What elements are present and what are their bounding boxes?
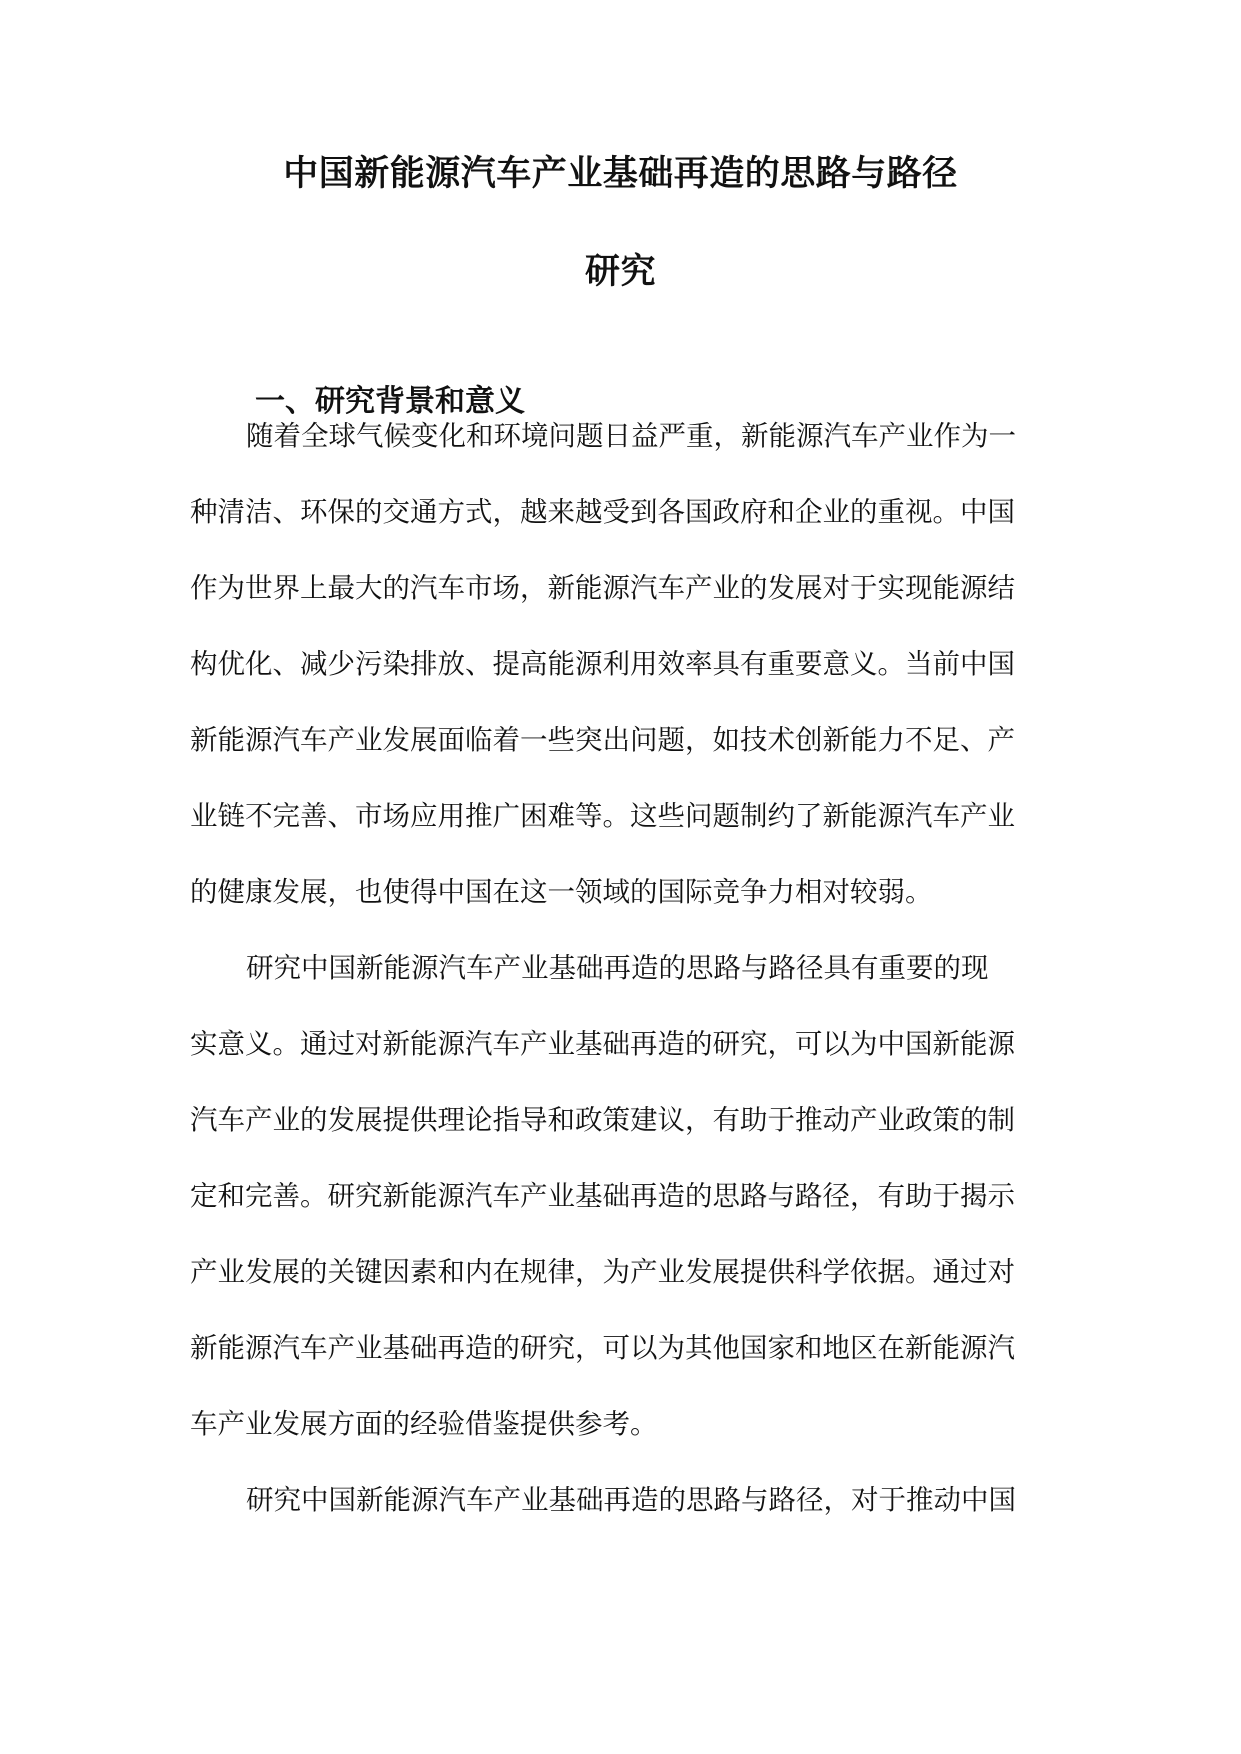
paragraph-1 xyxy=(190,398,1052,930)
paragraph-2 xyxy=(190,930,1052,1462)
paragraph-line: 研究中国新能源汽车产业基础再造的思路与路径，对于推动中国 xyxy=(246,1484,1016,1516)
paragraph-line: 的健康发展，也使得中国在这一领域的国际竞争力相对较弱。 xyxy=(190,876,933,908)
paragraph-line: 实意义。通过对新能源汽车产业基础再造的研究，可以为中国新能源 xyxy=(190,1028,1015,1060)
paragraph-line: 随着全球气候变化和环境问题日益严重，新能源汽车产业作为一 xyxy=(246,420,1016,452)
paragraph-line: 业链不完善、市场应用推广困难等。这些问题制约了新能源汽车产业 xyxy=(190,800,1015,832)
paragraph-3 xyxy=(190,1462,1052,1538)
paragraph-line: 新能源汽车产业基础再造的研究，可以为其他国家和地区在新能源汽 xyxy=(190,1332,1015,1364)
paragraph-line: 研究中国新能源汽车产业基础再造的思路与路径具有重要的现 xyxy=(246,952,989,984)
paragraph-line: 构优化、减少污染排放、提高能源利用效率具有重要意义。当前中国 xyxy=(190,648,1015,680)
paragraph-line: 产业发展的关键因素和内在规律，为产业发展提供科学依据。通过对 xyxy=(190,1256,1015,1288)
paragraph-line: 汽车产业的发展提供理论指导和政策建议，有助于推动产业政策的制 xyxy=(190,1104,1015,1136)
document-title-line-1: 中国新能源汽车产业基础再造的思路与路径 xyxy=(283,153,958,194)
paragraph-line: 新能源汽车产业发展面临着一些突出问题，如技术创新能力不足、产 xyxy=(190,724,1015,756)
document-title-line-2: 研究 xyxy=(584,251,656,292)
section-heading: 一、研究背景和意义 xyxy=(255,384,525,419)
paragraph-line: 定和完善。研究新能源汽车产业基础再造的思路与路径，有助于揭示 xyxy=(190,1180,1015,1212)
paragraph-line: 种清洁、环保的交通方式，越来越受到各国政府和企业的重视。中国 xyxy=(190,496,1015,528)
paragraph-line: 车产业发展方面的经验借鉴提供参考。 xyxy=(190,1408,658,1440)
paragraph-line: 作为世界上最大的汽车市场，新能源汽车产业的发展对于实现能源结 xyxy=(190,572,1015,604)
